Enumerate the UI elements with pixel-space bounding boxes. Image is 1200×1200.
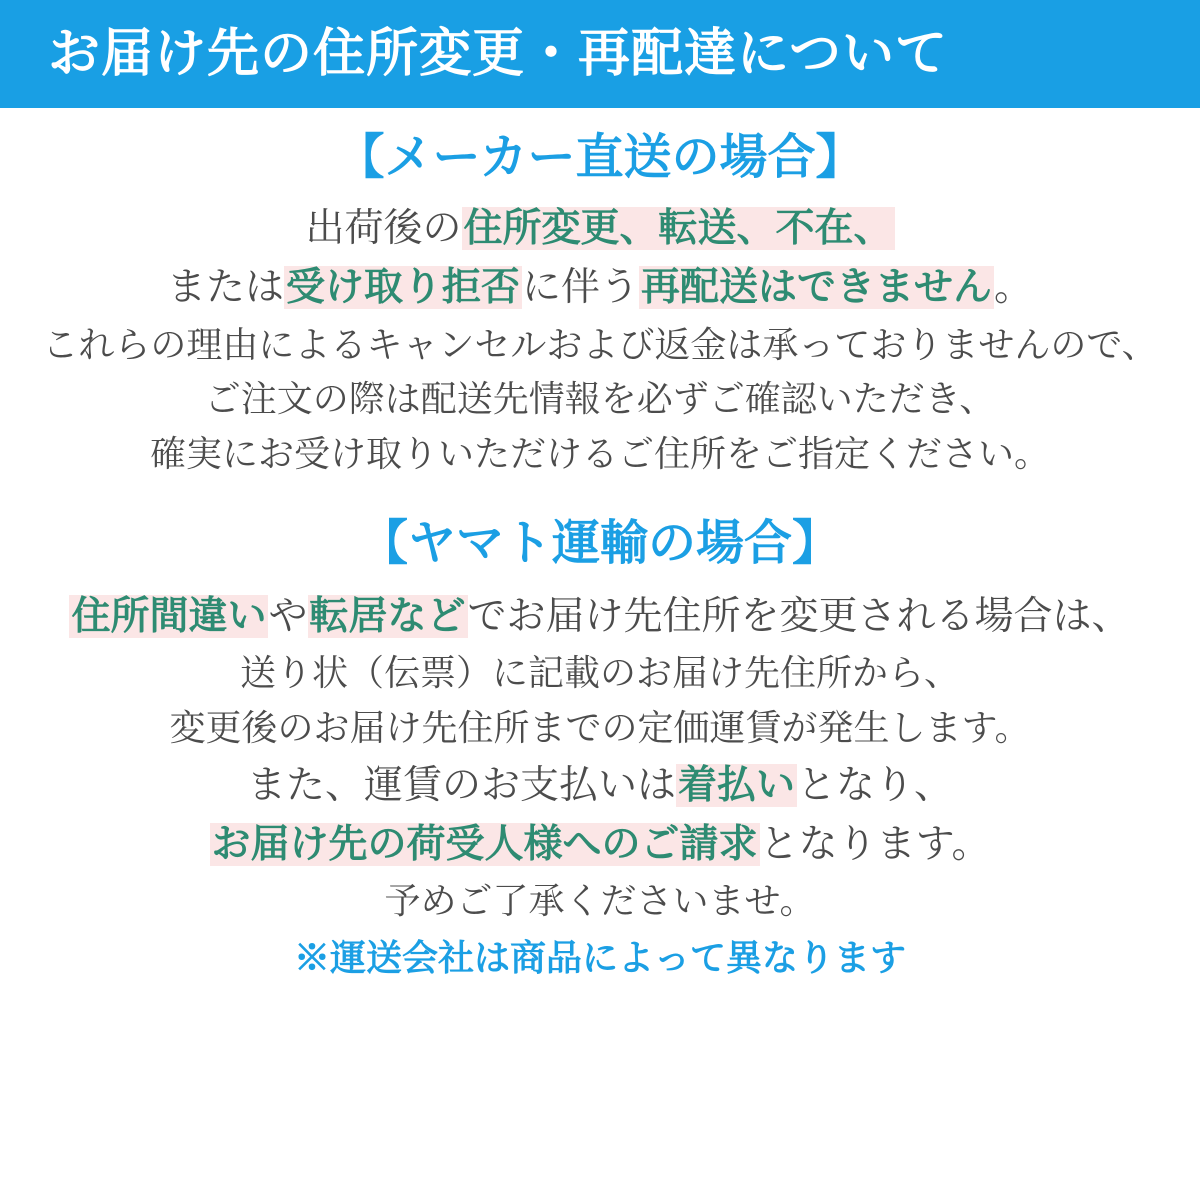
notice-line (14, 701, 1186, 756)
section-heading-maker-direct: 【メーカー直送の場合】 (336, 131, 864, 184)
notice-line (14, 587, 1186, 646)
highlight-fragment: 着払い (677, 763, 795, 807)
highlight-fragment: 住所変更、転送、不在、 (463, 207, 893, 251)
section-heading-yamato: 【ヤマト運輸の場合】 (359, 516, 840, 570)
text-fragment: 確実にお受け取りいただけるご住所をご指定ください。 (149, 433, 1050, 475)
notice-line (14, 427, 1186, 482)
text-fragment: でお届け先住所を変更される場合は、 (467, 595, 1131, 639)
text-fragment: 変更後のお届け先住所までの定価運賃が発生します。 (169, 707, 1031, 749)
notice-line (14, 874, 1186, 929)
text-fragment: に伴う (521, 266, 639, 310)
page-header (0, 0, 1200, 108)
notice-line (14, 258, 1186, 317)
highlight-fragment: 再配送はできません (641, 266, 993, 310)
highlight-fragment: 住所間違い (71, 595, 267, 639)
notice-line (14, 756, 1186, 815)
text-fragment: ご注文の際は配送先情報を必ずご確認いただき、 (204, 378, 996, 420)
highlight-fragment: お届け先の荷受人様へのご請求 (211, 823, 758, 867)
text-fragment: 予めご了承くださいませ。 (384, 880, 816, 922)
footer-note: ※運送会社は商品によって異なります (293, 937, 906, 979)
text-fragment: や (268, 595, 308, 639)
text-fragment: 。 (994, 266, 1034, 310)
text-fragment: となり、 (797, 763, 954, 807)
notice-line (14, 646, 1186, 701)
text-fragment: 送り状（伝票）に記載のお届け先住所から、 (239, 652, 960, 694)
notice-line (14, 815, 1186, 874)
text-fragment: となります。 (759, 823, 991, 867)
notice-line (14, 199, 1186, 258)
notice-line (14, 318, 1186, 373)
text-fragment: これらの理由によるキャンセルおよび返金は承っておりませんので、 (42, 323, 1158, 365)
notice-line (14, 372, 1186, 427)
highlight-fragment: 受け取り拒否 (285, 266, 520, 310)
text-fragment: また、運賃のお支払いは (246, 763, 676, 807)
text-fragment: 出荷後の (305, 207, 462, 251)
text-fragment: または (166, 266, 284, 310)
notice-content (0, 130, 1200, 982)
page-title: お届け先の住所変更・再配達について (48, 25, 948, 83)
highlight-fragment: 転居など (309, 595, 466, 639)
